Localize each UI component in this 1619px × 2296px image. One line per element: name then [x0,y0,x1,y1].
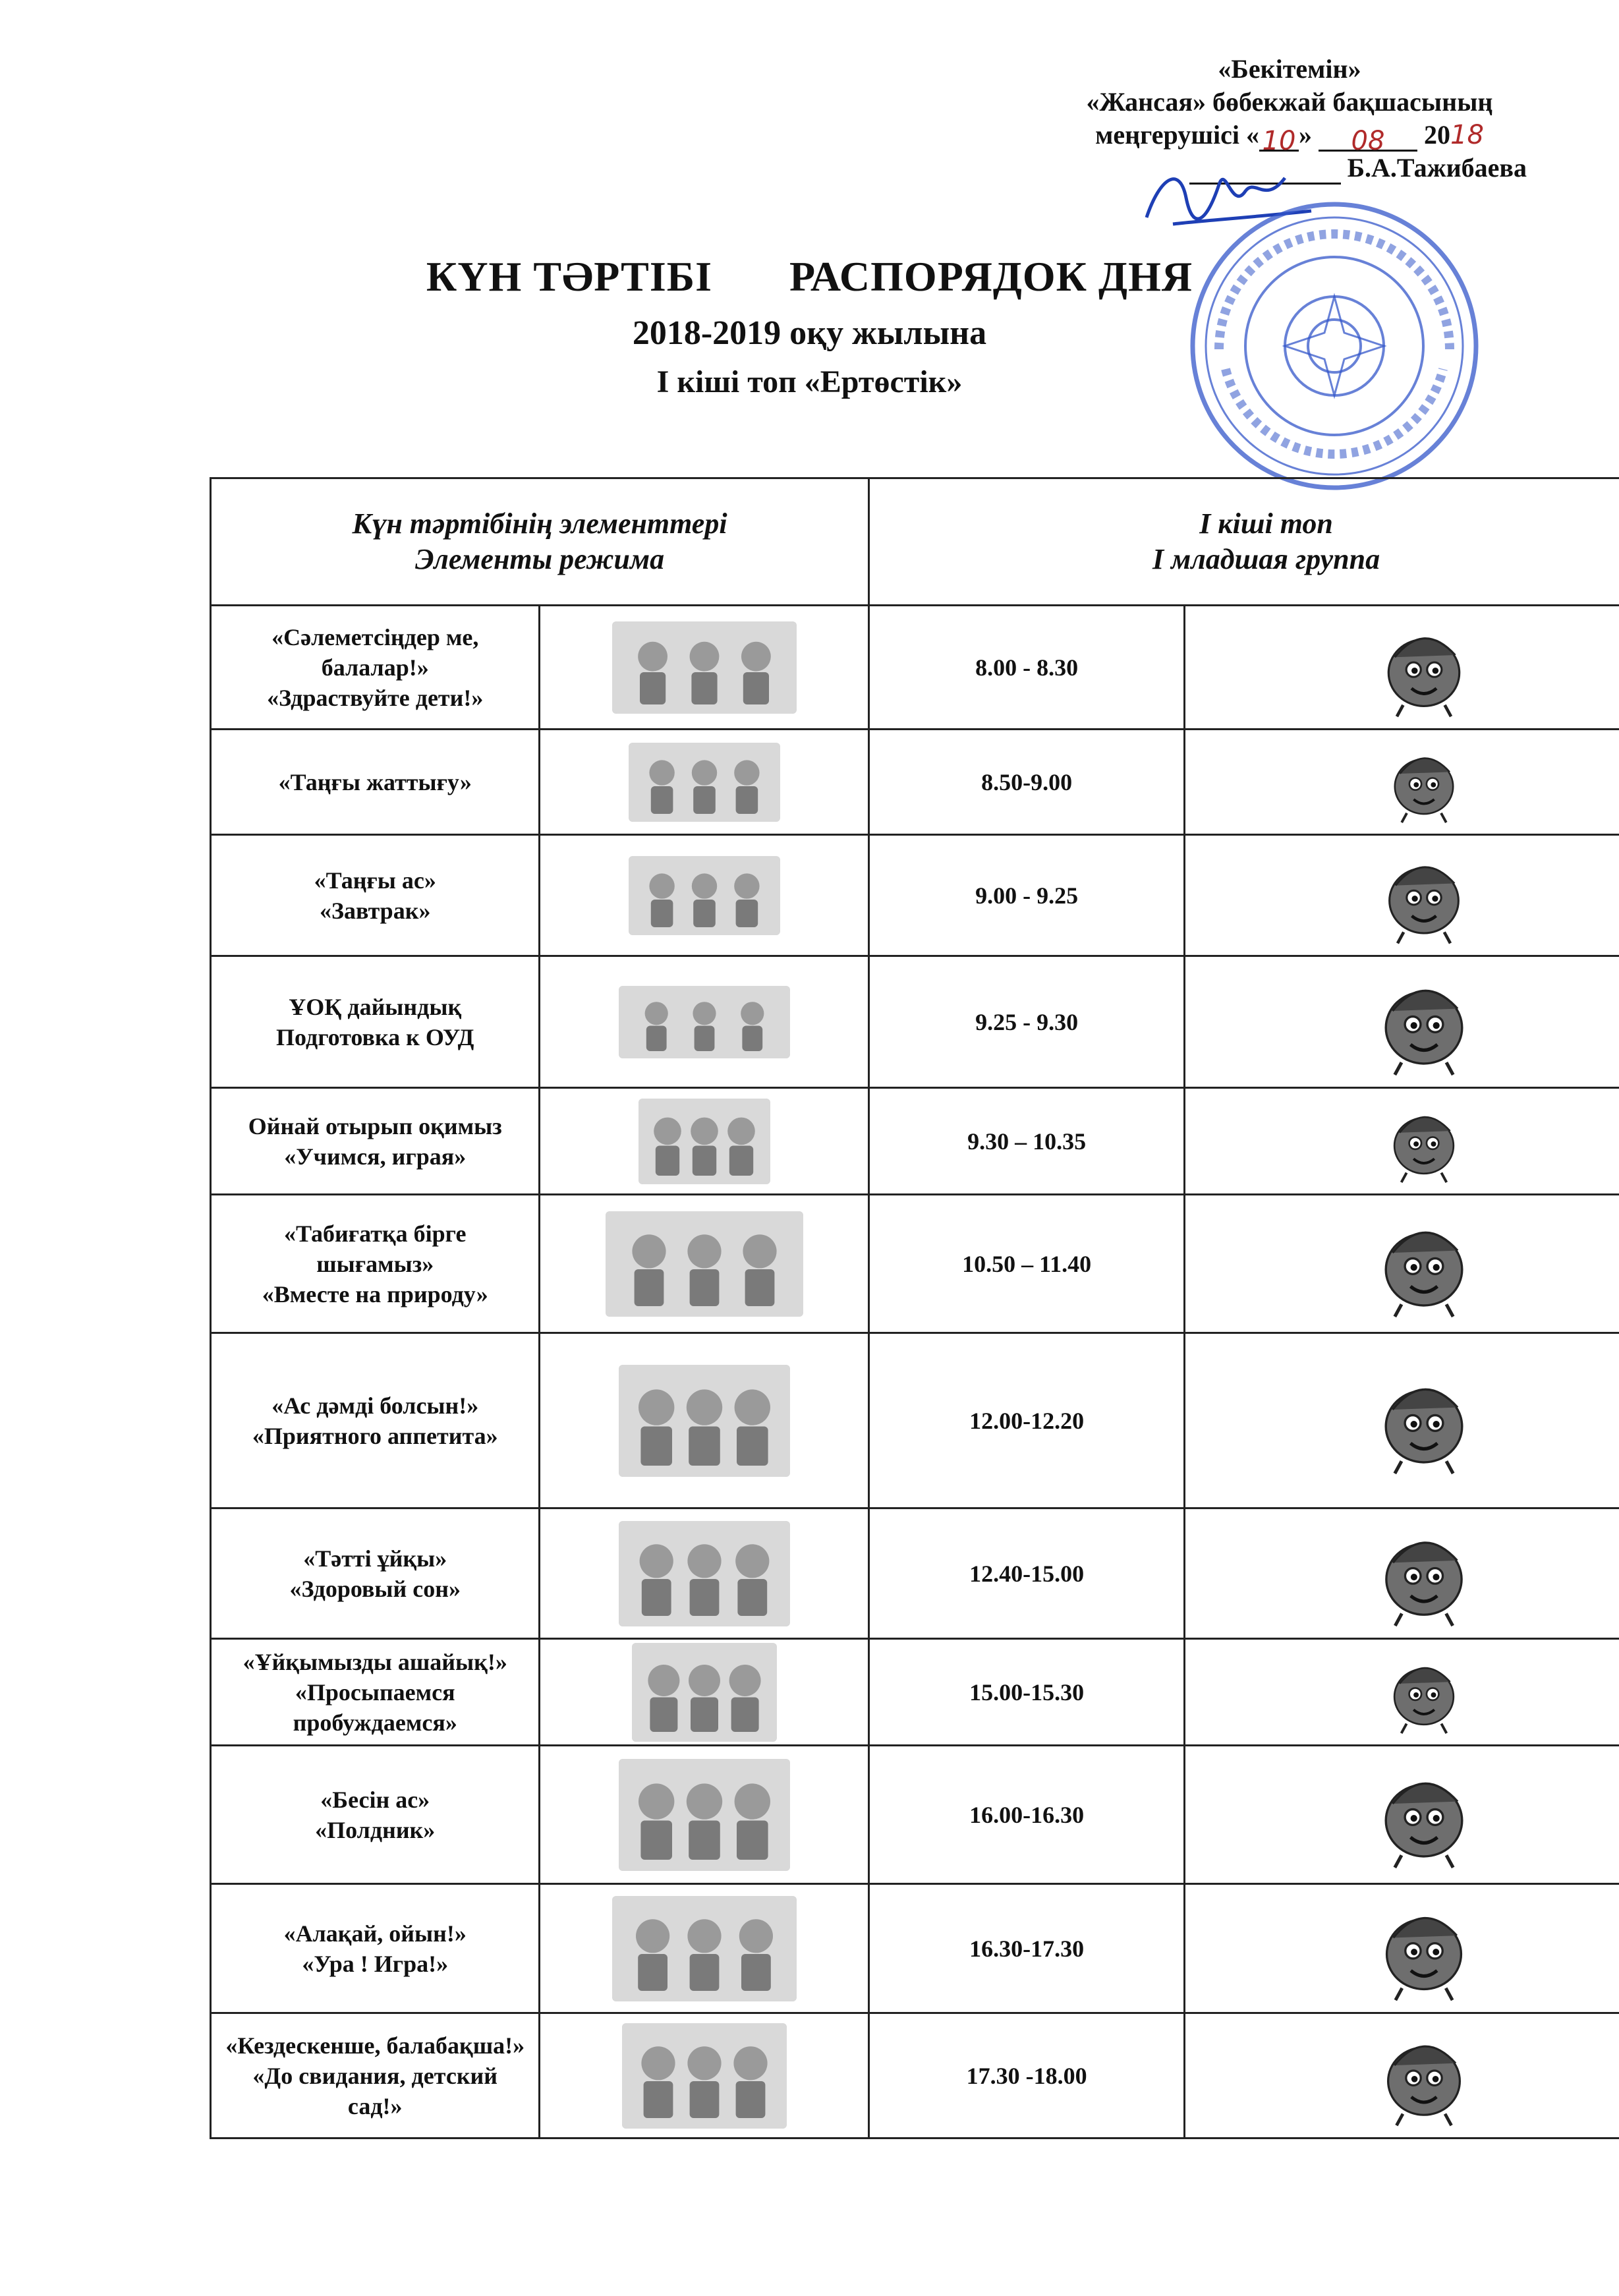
activity-image-cell [540,730,869,835]
activity-line: «Полдник» [315,1816,436,1843]
activity-line: Ойнай отырып оқимыз [248,1112,502,1139]
activity-line: «Приятного аппетита» [252,1422,498,1449]
character-reading-icon [1368,1759,1480,1871]
activity-name [211,1088,540,1195]
approval-name: Б.А.Тажибаева [1347,153,1527,183]
activity-time: 9.30 – 10.35 [869,1088,1185,1195]
activity-name [211,1333,540,1508]
mascot-cell [1185,1639,1619,1746]
activity-name [211,730,540,835]
activity-time: 9.00 - 9.25 [869,835,1185,956]
activity-line: «Ура ! Игра!» [302,1950,449,1977]
table-row [211,1746,1619,1884]
title-ru: РАСПОРЯДОК ДНЯ [789,253,1193,300]
document-titles [0,250,1619,403]
activity-line: шығамыз» [316,1250,434,1277]
activity-time: 12.40-15.00 [869,1508,1185,1639]
table-row [211,2013,1619,2138]
activity-line: «Сәлеметсіңдер ме, [271,623,479,650]
approval-director-label: меңгерушісі « [1095,120,1259,150]
activity-name [211,1195,540,1333]
activity-image-cell [540,835,869,956]
activity-time: 16.30-17.30 [869,1884,1185,2013]
activity-name [211,956,540,1088]
activity-line: «Завтрак» [320,897,431,924]
activity-image-cell [540,606,869,730]
table-row [211,956,1619,1088]
header-elements-kz: Күн тәртібінің элементтері [352,507,727,540]
title-kz: КҮН ТӘРТІБІ [426,253,712,300]
activity-time: 8.00 - 8.30 [869,606,1185,730]
activity-line: «Вместе на природу» [262,1280,488,1307]
header-group [869,478,1619,606]
activity-image-cell [540,1195,869,1333]
activity-name [211,1884,540,2013]
approval-day: 10 [1259,125,1299,152]
character-sleeping-icon [1369,1518,1479,1629]
clock-with-children-icon [1381,739,1467,825]
schedule-table [210,477,1619,2139]
pencils-icon [1368,966,1480,1078]
goodbye-image [622,2023,787,2129]
table-row [211,835,1619,956]
activity-time: 9.25 - 9.30 [869,956,1185,1088]
table-row [211,606,1619,730]
greeting-children-image [612,621,797,714]
activity-line: «Алақай, ойын!» [283,1920,467,1947]
table-row [211,730,1619,835]
activity-line: «Кездескенше, балабақша!» [225,2032,525,2059]
activity-time: 8.50-9.00 [869,730,1185,835]
character-goodbye-icon [1371,2023,1477,2129]
mascot-cell [1185,1508,1619,1639]
activity-line: «Учимся, играя» [284,1143,467,1170]
children-playing-image [612,1896,797,2001]
table-row [211,1639,1619,1746]
approval-quote: » [1299,120,1312,150]
alarm-clock-icon [1372,616,1476,720]
snack-image [619,1759,790,1871]
waking-up-image [632,1643,777,1742]
activity-image-cell [540,1508,869,1639]
playground-image [606,1211,803,1317]
classroom-image [639,1099,770,1184]
character-playing-icon [1369,1894,1479,2003]
mascot-cell [1185,606,1619,730]
activity-line: «До свидания, детский [252,2062,498,2089]
lunch-image [619,1365,790,1477]
activity-image-cell [540,1884,869,2013]
activity-image-cell [540,1746,869,1884]
activity-line: «Здоровый сон» [289,1575,461,1602]
mascot-cell [1185,1088,1619,1195]
activity-time: 15.00-15.30 [869,1639,1185,1746]
approval-line-1: «Бекітемін» [1218,54,1361,84]
activity-image-cell [540,1088,869,1195]
cook-boy-icon [1373,845,1475,946]
group-name: І кіші топ «Ертөстік» [656,364,963,399]
activity-time: 17.30 -18.00 [869,2013,1185,2138]
activity-line: «Ас дәмді болсын!» [271,1392,479,1419]
activity-line: Подготовка к ОУД [276,1023,474,1050]
activity-line: «Ұйқымызды ашайық!» [242,1648,507,1675]
activity-time: 16.00-16.30 [869,1746,1185,1884]
activity-name [211,2013,540,2138]
approval-year: 18 [1450,120,1484,150]
activity-image-cell [540,956,869,1088]
character-with-book-icon [1380,1098,1467,1185]
activity-line: ҰОҚ дайындық [289,993,462,1020]
header-group-kz: І кіші топ [1199,507,1333,540]
mascot-cell [1185,730,1619,835]
table-row [211,1195,1619,1333]
header-elements-ru: Элементы режима [414,543,665,575]
activity-time: 10.50 – 11.40 [869,1195,1185,1333]
activity-name [211,606,540,730]
approval-line-2: «Жансая» бөбекжай бақшасының [1086,87,1493,117]
approval-year-prefix: 20 [1424,120,1450,150]
mascot-cell [1185,1746,1619,1884]
header-group-ru: І младшая группа [1152,543,1380,575]
activity-line: «Просыпаемся [295,1679,455,1706]
activity-line: балалар!» [321,654,429,681]
mascot-cell [1185,956,1619,1088]
activity-line: «Таңғы ас» [314,867,436,894]
header-elements [211,478,869,606]
mascot-cell [1185,1333,1619,1508]
character-walking-icon [1368,1208,1480,1320]
sleeping-image [619,1521,790,1626]
mascot-cell [1185,835,1619,956]
academic-year: 2018-2019 оқу жылына [632,314,987,352]
activity-name [211,1508,540,1639]
morning-exercise-image [629,743,780,822]
activity-line: «Тәтті ұйқы» [303,1545,447,1572]
mascot-cell [1185,2013,1619,2138]
activity-line: «Таңғы жаттығу» [278,768,472,795]
activity-time: 12.00-12.20 [869,1333,1185,1508]
activity-image-cell [540,1639,869,1746]
preparation-image [619,986,790,1058]
activity-line: сад!» [347,2092,403,2119]
character-chef-icon [1368,1365,1480,1477]
mascot-cell [1185,1884,1619,2013]
activity-image-cell [540,1333,869,1508]
activity-line: «Табиғатқа бірге [283,1220,467,1247]
activity-image-cell [540,2013,869,2138]
breakfast-image [629,856,780,935]
activity-name [211,835,540,956]
activity-name [211,1639,540,1746]
activity-line: «Здраствуйте дети!» [267,684,484,711]
main-title [0,250,1619,303]
table-row [211,1884,1619,2013]
approval-month: 08 [1319,125,1417,152]
activity-line: пробуждаемся» [293,1709,457,1736]
table-row [211,1333,1619,1508]
table-row [211,1508,1619,1639]
activity-name [211,1746,540,1884]
character-waking-icon [1380,1649,1467,1736]
table-row [211,1088,1619,1195]
table-header-row [211,478,1619,606]
mascot-cell [1185,1195,1619,1333]
activity-line: «Бесін ас» [320,1786,430,1813]
